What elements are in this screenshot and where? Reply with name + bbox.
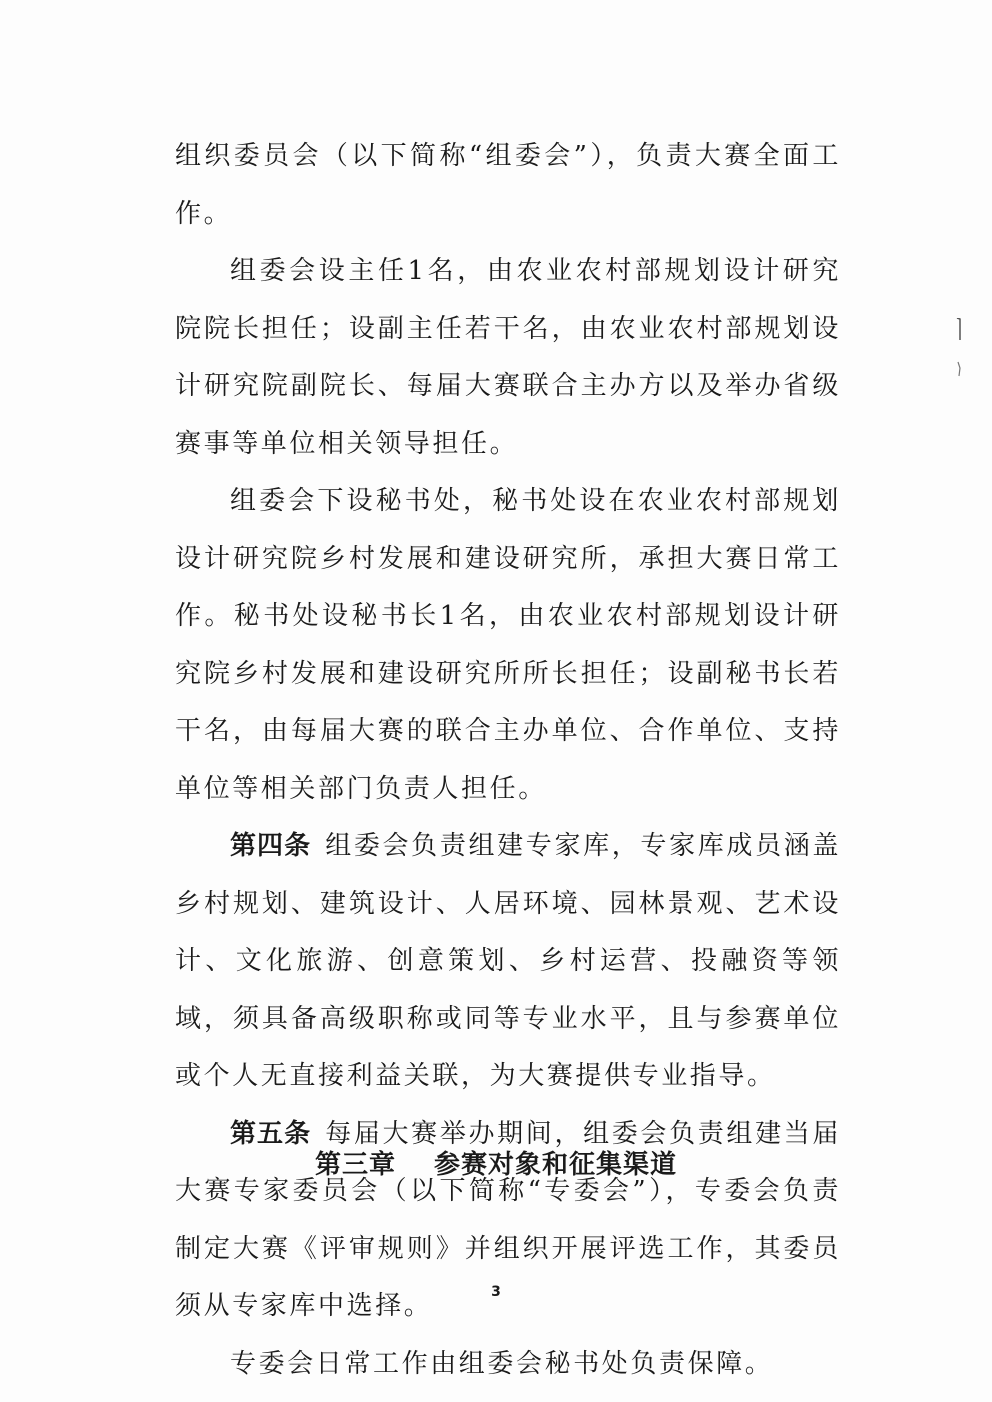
paragraph-secretariat: 组委会下设秘书处，秘书处设在农业农村部规划设计研究院乡村发展和建设研究所，承担大赛日常工作。秘书处设秘书长1名，由农业农村部规划设计研究院乡村发展和建设研究所所长担任；设副秘书长若干名，由每届大赛的联合主办单位、合作单位、支持单位等相关部门负责人担任。 [175,486,841,804]
article-5-label: 第五条 [230,1118,312,1149]
chapter-heading [0,1145,992,1185]
paragraph-committee-director: 组委会设主任1名，由农业农村部规划设计研究院院长担任；设副主任若干名，由农业农村部规划设计研究院副院长、每届大赛联合主办方以及举办省级赛事等单位相关领导担任。 [175,256,841,459]
paragraph-organizing-committee: 组织委员会（以下简称“组委会”），负责大赛全面工作。 [175,141,841,229]
article-4-label: 第四条 [230,831,312,861]
chapter-title: 参赛对象和征集渠道 [434,1150,678,1180]
article-4 [175,818,841,1106]
body-text [175,128,841,1393]
article-5-text: 每届大赛举办期间，组委会负责组建当届大赛专家委员会（以下简称“专委会”），专委会负责制定大赛《评审规则》并组织开展评选工作，其委员须从专家库中选择。 [175,1118,841,1321]
scan-mark [956,318,962,378]
paragraph-expert-committee-support: 专委会日常工作由组委会秘书处负责保障。 [230,1348,774,1379]
chapter-number: 第三章 [314,1150,396,1180]
page-number: 3 [491,1284,501,1300]
article-4-text: 组委会负责组建专家库，专家库成员涵盖乡村规划、建筑设计、人居环境、园林景观、艺术设计、文化旅游、创意策划、乡村运营、投融资等领域，须具备高级职称或同等专业水平，且与参赛单位或个人无直接利益关联，为大赛提供专业指导。 [175,831,841,1091]
